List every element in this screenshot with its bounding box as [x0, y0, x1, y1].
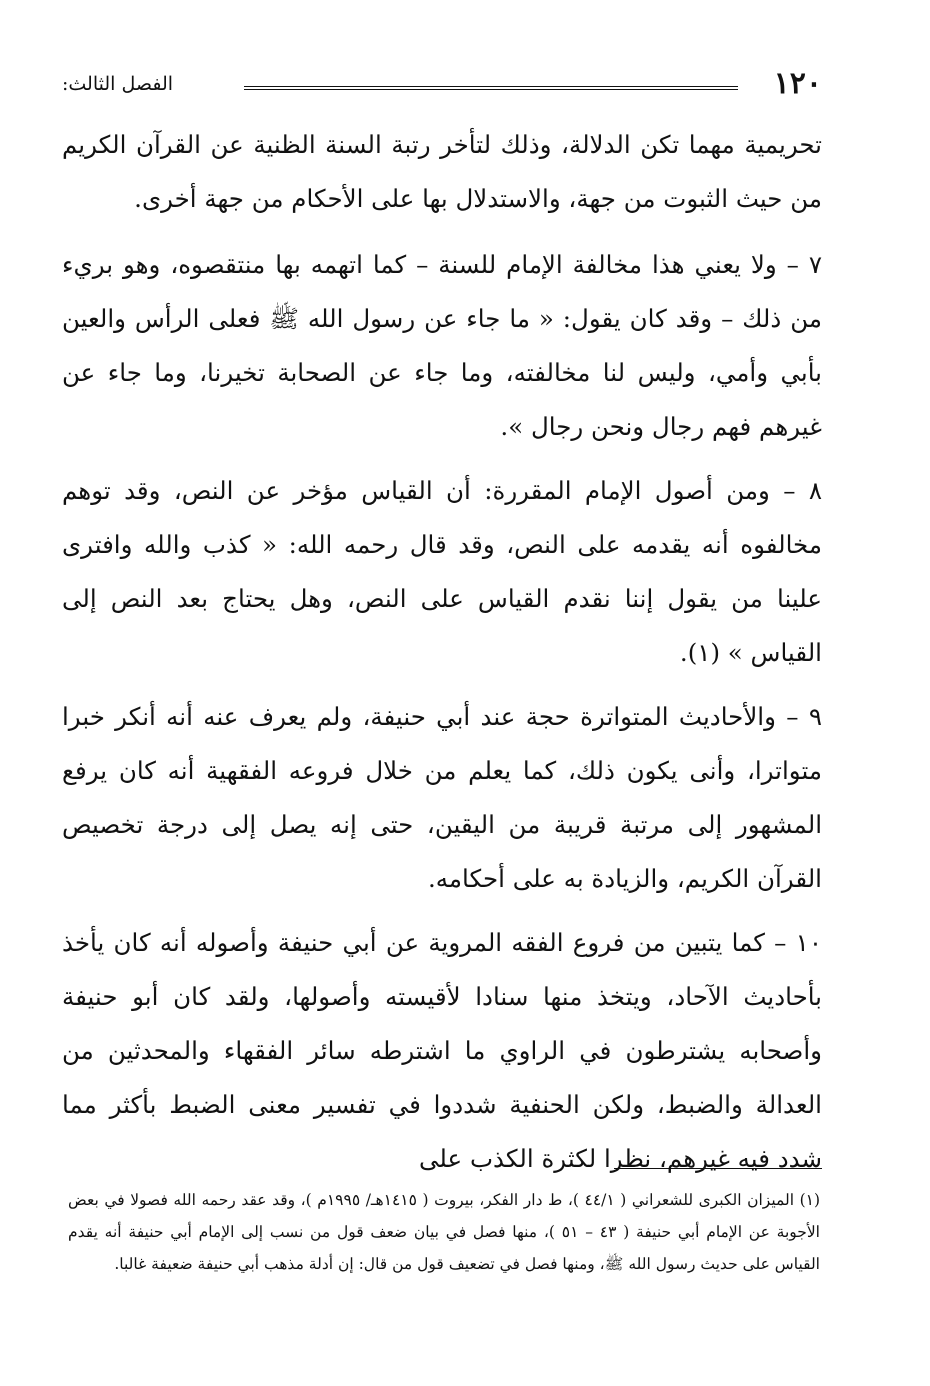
header-rule — [244, 86, 738, 90]
paragraph-continuation: تحريمية مهما تكن الدلالة، وذلك لتأخر رتبة السنة الظنية عن القرآن الكريم من حيث الثبوت من جهة، والاستدلال بها على الأحكام من جهة أخرى. — [62, 130, 822, 213]
footnote-1: (١) الميزان الكبرى للشعراني ( ٤٤/١ )، ط دار الفكر، بيروت ( ١٤١٥هـ/ ١٩٩٥م )، وقد عقد رحمه الله فصولا في بعض الأجوبة عن الإمام أبي حنيفة ( ٤٣ – ٥١ )، منها فصل في بيان ضعف قول من نسب إلى الإمام أبي حنيفة أنه يقدم القياس على حديث رسول الله ﷺ، ومنها فصل في تضعيف قول من قال: إن أدلة مذهب أبي حنيفة ضعيفة غالبا. — [68, 1191, 821, 1273]
main-text — [62, 118, 822, 1196]
running-header — [62, 66, 822, 102]
footnotes — [68, 1184, 820, 1280]
paragraph-8: ٨ – ومن أصول الإمام المقررة: أن القياس مؤخر عن النص، وقد توهم مخالفوه أنه يقدمه على النص، وقد قال رحمه الله: « كذب والله وافترى علينا من يقول إننا نقدم القياس على النص، وهل يحتاج بعد النص إلى القياس » (١). — [62, 476, 822, 667]
paragraph-10: ١٠ – كما يتبين من فروع الفقه المروية عن أبي حنيفة وأصوله أنه كان يأخذ بأحاديث الآحاد، ويتخذ منها سنادا لأقيسته وأصولها، ولقد كان أبو حنيفة وأصحابه يشترطون في الراوي ما اشترطه سائر الفقهاء والمحدثين من العدالة والضبط، ولكن الحنفية شددوا في تفسير معنى الضبط بأكثر مما شدد فيه غيرهم، نظرا لكثرة الكذب على — [62, 928, 822, 1173]
paragraph-9: ٩ – والأحاديث المتواترة حجة عند أبي حنيفة، ولم يعرف عنه أنه أنكر خبرا متواترا، وأنى يكون ذلك، كما يعلم من خلال فروعه الفقهية أنه كان يرفع المشهور إلى مرتبة قريبة من اليقين، حتى إنه يصل إلى درجة تخصيص القرآن الكريم، والزيادة به على أحكامه. — [62, 702, 822, 893]
paragraph-7: ٧ – ولا يعني هذا مخالفة الإمام للسنة – كما اتهمه بها منتقصوه، وهو بريء من ذلك – وقد كان يقول: « ما جاء عن رسول الله ﷺ فعلى الرأس والعين بأبي وأمي، وليس لنا مخالفته، وما جاء عن الصحابة تخيرنا، وما جاء عن غيرهم فهم رجال ونحن رجال ». — [62, 250, 822, 441]
chapter-title: الفصل الثالث: — [62, 73, 174, 95]
footnote-separator — [614, 1168, 822, 1169]
page-number: ١٢٠ — [773, 66, 822, 101]
